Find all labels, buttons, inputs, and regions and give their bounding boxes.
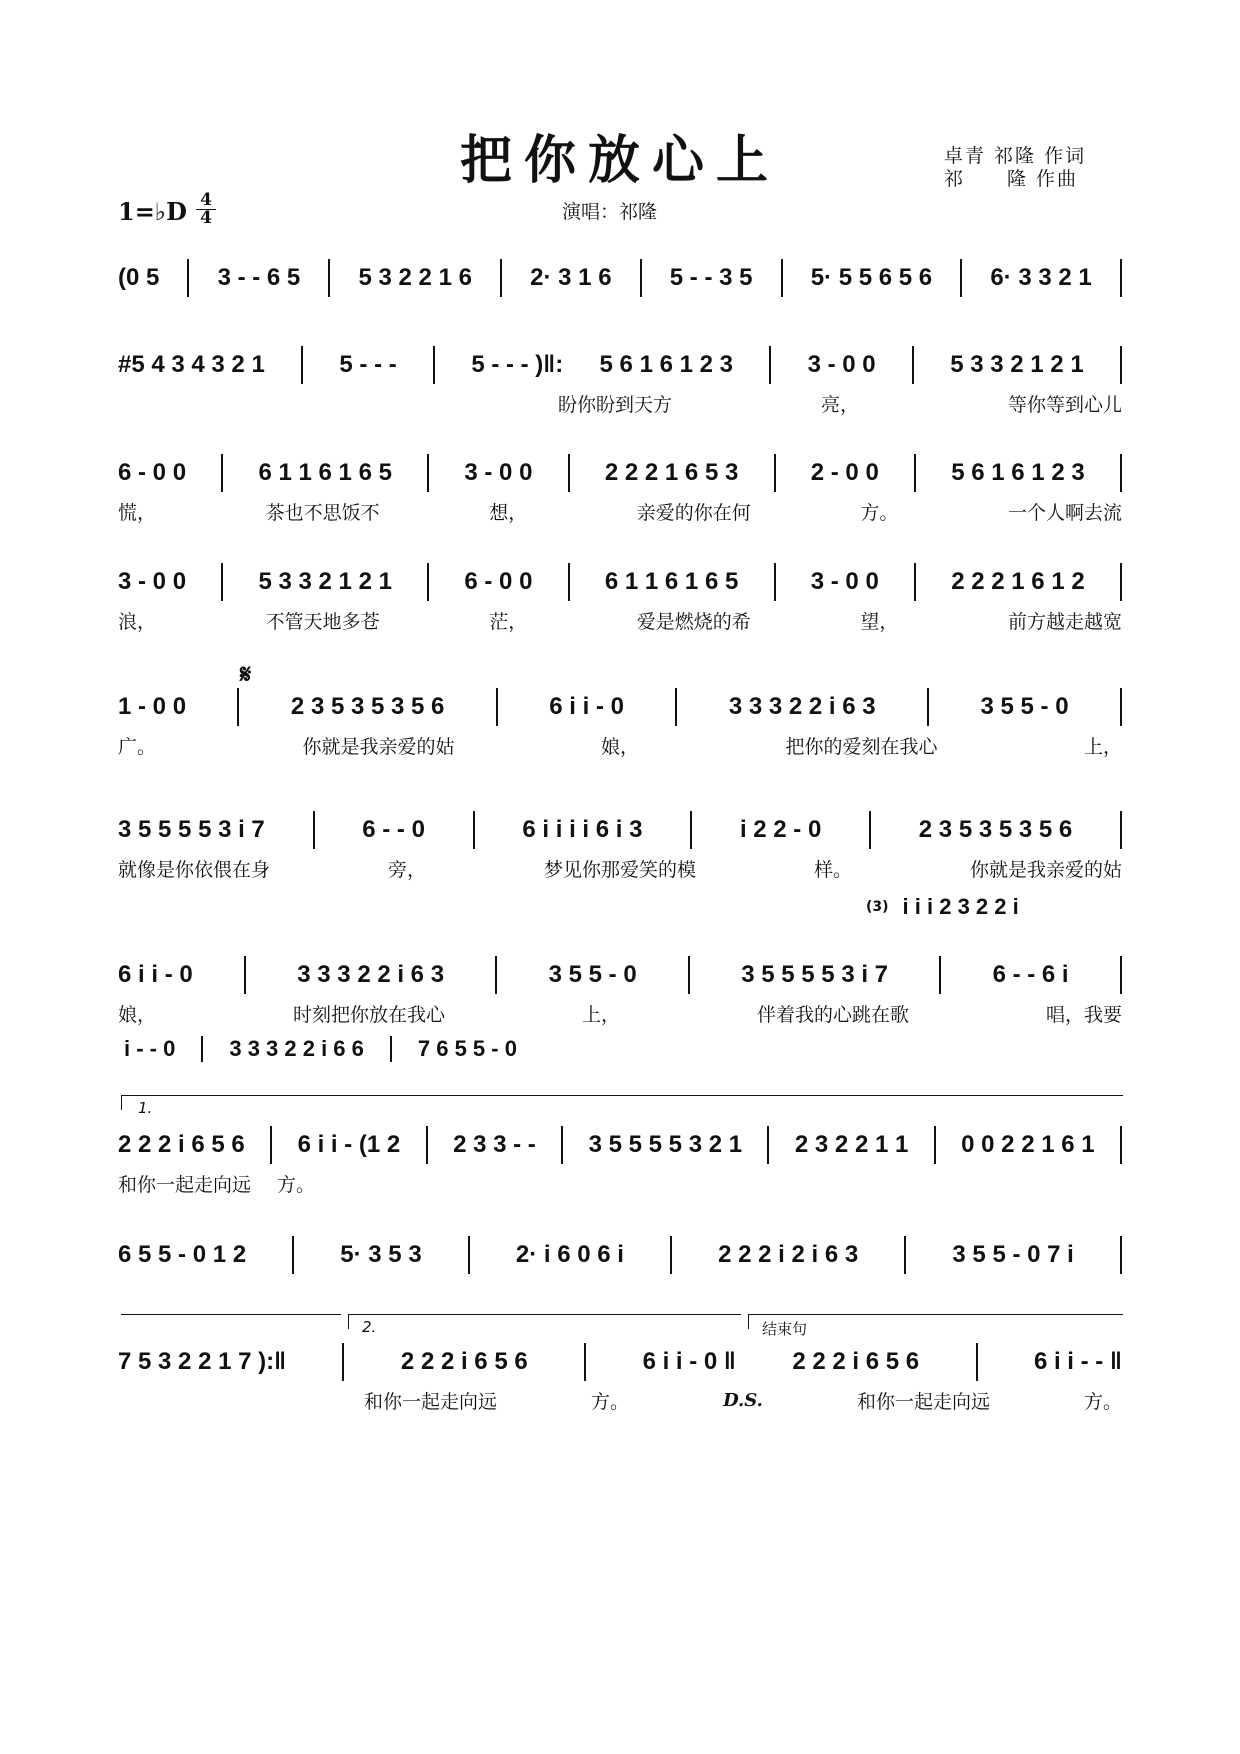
barline — [500, 259, 502, 297]
measure: 2· i 6 0 6 i — [515, 1241, 624, 1268]
measure: 5 6 1 6 1 2 3 — [951, 459, 1085, 486]
score-system-1 — [118, 263, 1122, 293]
time-signature — [196, 192, 216, 227]
barline — [237, 688, 239, 726]
lyric: 茶也不思饭不 — [265, 501, 380, 524]
measure: 5 3 3 2 1 2 1 — [258, 568, 392, 595]
notation-line — [118, 458, 1122, 488]
measure: 6 i i - 0 ‖ — [642, 1348, 736, 1375]
barline — [292, 1236, 294, 1274]
score-system-9 — [118, 1240, 1122, 1270]
measure: 2 - 0 0 — [810, 459, 879, 486]
barline — [187, 259, 189, 297]
measure: 2 3 2 2 1 1 — [794, 1131, 909, 1158]
measure: 6 - 0 0 — [118, 459, 187, 486]
lyric: 方。 — [860, 501, 899, 524]
first-ending-label: 1. — [138, 1099, 153, 1117]
score-system-4 — [118, 567, 1122, 633]
second-ending-label: 2. — [362, 1318, 377, 1336]
barline — [221, 563, 223, 601]
notation-line — [118, 960, 1122, 990]
score-system-2 — [118, 350, 1122, 416]
lyric: 浪， — [118, 610, 157, 633]
notation-line — [118, 815, 1122, 845]
key-signature: 1=♭D — [118, 197, 187, 226]
measure: 5 - - 3 5 — [669, 264, 753, 291]
score-system-8 — [118, 1130, 1122, 1196]
notation-line — [118, 1240, 1122, 1270]
barline — [390, 1036, 392, 1062]
lyric: 广。 — [118, 735, 157, 758]
lyrics-line — [364, 1387, 1122, 1413]
lyric: 前方越走越宽 — [1007, 610, 1122, 633]
barline — [584, 1343, 586, 1381]
measure: 3 5 5 - 0 7 i — [952, 1241, 1074, 1268]
barline — [781, 259, 783, 297]
barline — [1120, 346, 1122, 384]
alternate-measure: i - - 0 — [124, 1036, 176, 1061]
score-system-10 — [118, 1347, 1122, 1413]
barline — [1120, 956, 1122, 994]
measure: 5 3 3 2 1 2 1 — [950, 351, 1084, 378]
measure: (0 5 — [118, 264, 160, 291]
first-ending-bracket — [121, 1095, 1123, 1110]
lyric: 方。 — [591, 1390, 630, 1413]
measure: 5 6 1 6 1 2 3 — [599, 351, 733, 378]
lyrics-line — [118, 1170, 378, 1196]
measure: 2 2 2 i 6 5 6 — [118, 1131, 245, 1158]
lyric: 旁， — [387, 858, 426, 881]
barline — [427, 454, 429, 492]
notation-line — [118, 350, 1122, 380]
barline — [960, 259, 962, 297]
measure: i 2 2 - 0 — [739, 816, 822, 843]
barline — [869, 811, 871, 849]
measure: 6 i i - 0 — [549, 693, 624, 720]
barline — [690, 811, 692, 849]
alternate-notation — [866, 892, 1019, 922]
measure: 3 5 5 - 0 — [548, 961, 637, 988]
measure: 6 1 1 6 1 6 5 — [258, 459, 392, 486]
measure: 6 - - 6 i — [992, 961, 1069, 988]
notation-line — [118, 263, 1122, 293]
barline — [221, 454, 223, 492]
barline — [774, 563, 776, 601]
measure: 3 - 0 0 — [810, 568, 879, 595]
measure: 5· 5 5 6 5 6 — [810, 264, 933, 291]
song-title: 把你放心上 — [459, 130, 780, 191]
barline — [688, 956, 690, 994]
measure: 6 i i - 0 — [118, 961, 193, 988]
barline — [1120, 811, 1122, 849]
lyric: 茫， — [489, 610, 528, 633]
measure: 2 2 2 i 2 i 6 3 — [718, 1241, 859, 1268]
lyric: 亲爱的你在何 — [636, 501, 751, 524]
measure: 3 5 5 5 5 3 2 1 — [588, 1131, 743, 1158]
measure: 3 5 5 5 5 3 i 7 — [118, 816, 265, 843]
lyric: 梦见你那爱笑的模 — [543, 858, 696, 881]
composer-credit: 祁 隆 作曲 — [944, 168, 1079, 190]
barline — [934, 1126, 936, 1164]
lyrics-line — [118, 732, 1122, 758]
alternate-marker: (3) — [866, 899, 889, 915]
score-system-6 — [118, 815, 1122, 919]
lyric: 一个人啊去流 — [1007, 501, 1122, 524]
barline — [244, 956, 246, 994]
alternate-measure: 3 3 3 2 2 i 6 6 — [229, 1036, 364, 1061]
measure: 6 1 1 6 1 6 5 — [604, 568, 739, 595]
lyric: 盼你盼到天方 — [558, 393, 673, 416]
barline — [342, 1343, 344, 1381]
measure: 3 3 3 2 2 i 6 3 — [728, 693, 876, 720]
lyric: 和你一起走向远 — [364, 1390, 498, 1413]
barline — [774, 454, 776, 492]
lyric: 娘， — [118, 1003, 157, 1026]
measure: 6 i i - - ‖ — [1033, 1348, 1122, 1375]
measure: 2 2 2 1 6 1 2 — [951, 568, 1085, 595]
measure: 3 - 0 0 — [807, 351, 876, 378]
measure: 3 - 0 0 — [118, 568, 187, 595]
barline — [912, 346, 914, 384]
notation-line — [118, 567, 1122, 597]
measure: 2 3 5 3 5 3 5 6 — [918, 816, 1073, 843]
barline — [1120, 1236, 1122, 1274]
measure: 3 5 5 5 5 3 i 7 — [741, 961, 889, 988]
measure: 2· 3 1 6 — [530, 264, 612, 291]
barline — [1120, 454, 1122, 492]
measure: 3 - - 6 5 — [217, 264, 301, 291]
segno-sign: 𝄋 — [240, 660, 252, 690]
barline — [568, 454, 570, 492]
lyric: 娘， — [600, 735, 639, 758]
second-ending-bracket — [348, 1314, 741, 1329]
measure: 6 i i - (1 2 — [297, 1131, 401, 1158]
measure: 7 5 3 2 2 1 7 ):‖ — [118, 1348, 287, 1375]
measure: 6 i i i i 6 i 3 — [522, 816, 643, 843]
barline — [473, 811, 475, 849]
barline — [495, 956, 497, 994]
lyric: 方。 — [1083, 1390, 1122, 1413]
lyrics-line — [118, 855, 1122, 881]
measure: 6 5 5 - 0 1 2 — [118, 1241, 247, 1268]
alternate-notation — [124, 1034, 517, 1064]
barline — [568, 563, 570, 601]
barline — [313, 811, 315, 849]
lyricist-credit: 卓青 祁隆 作词 — [944, 145, 1087, 167]
lyric: 等你等到心儿 — [1007, 393, 1122, 416]
alternate-measure: 7 6 5 5 - 0 — [417, 1036, 517, 1061]
time-signature-bottom: 4 — [196, 209, 216, 227]
measure: 2 2 2 i 6 5 6 — [792, 1348, 920, 1375]
lyric: 你就是我亲爱的姑 — [969, 858, 1122, 881]
barline — [1120, 259, 1122, 297]
notation-line — [118, 692, 1122, 722]
lyric: 和你一起走向远 — [118, 1173, 252, 1196]
barline — [496, 688, 498, 726]
measure: 2 2 2 1 6 5 3 — [604, 459, 739, 486]
measure: 2 3 3 - - — [453, 1131, 536, 1158]
lyric: 和你一起走向远 — [856, 1390, 990, 1413]
alternate-measure: i i i 2 3 2 2 i — [902, 894, 1019, 919]
barline — [914, 563, 916, 601]
measure: 2 2 2 i 6 5 6 — [400, 1348, 528, 1375]
barline — [927, 688, 929, 726]
measure: 0 0 2 2 1 6 1 — [961, 1131, 1095, 1158]
barline — [433, 346, 435, 384]
ending-phrase-label: 结束句 — [762, 1320, 808, 1338]
measure: 1 - 0 0 — [118, 693, 187, 720]
barline — [914, 454, 916, 492]
lyric: 你就是我亲爱的姑 — [302, 735, 455, 758]
lyric: 时刻把你放在我心 — [292, 1003, 445, 1026]
barline — [328, 259, 330, 297]
barline — [767, 1126, 769, 1164]
lyrics-line — [118, 498, 1122, 524]
measure: #5 4 3 4 3 2 1 — [118, 351, 265, 378]
notation-line — [118, 1347, 1122, 1377]
lyric: 上， — [1083, 735, 1122, 758]
barline — [769, 346, 771, 384]
score-system-7 — [118, 960, 1122, 1061]
measure: 2 3 5 3 5 3 5 6 — [290, 693, 445, 720]
score-system-5 — [118, 692, 1122, 758]
time-signature-top: 4 — [200, 190, 212, 210]
measure: 3 3 3 2 2 i 6 3 — [297, 961, 445, 988]
barline — [561, 1126, 563, 1164]
lyric: 亮， — [820, 393, 859, 416]
dal-segno-mark: D.S. — [723, 1389, 763, 1411]
lyrics-line — [118, 1000, 1122, 1026]
barline — [426, 1126, 428, 1164]
barline — [1120, 1126, 1122, 1164]
barline — [939, 956, 941, 994]
measure: 5· 3 5 3 — [340, 1241, 422, 1268]
lyric: 不管天地多苍 — [265, 610, 380, 633]
barline — [976, 1343, 978, 1381]
lyrics-line — [118, 607, 1122, 633]
measure: 6 - 0 0 — [464, 568, 533, 595]
barline — [1120, 563, 1122, 601]
score-system-3 — [118, 458, 1122, 524]
measure: 6 - - 0 — [362, 816, 425, 843]
measure: 3 5 5 - 0 — [980, 693, 1069, 720]
lyrics-line — [558, 390, 1122, 416]
lyric: 唱，我要 — [1045, 1003, 1122, 1026]
lyric: 望， — [860, 610, 899, 633]
lyric: 就像是你依偎在身 — [118, 858, 271, 881]
barline — [640, 259, 642, 297]
lyric: 方。 — [277, 1173, 316, 1196]
lyric: 想， — [489, 501, 528, 524]
barline — [904, 1236, 906, 1274]
barline — [270, 1126, 272, 1164]
barline — [675, 688, 677, 726]
measure: 5 - - - — [339, 351, 397, 378]
measure: 5 3 2 2 1 6 — [358, 264, 472, 291]
lyric: 上， — [581, 1003, 620, 1026]
measure: 5 - - - )‖: — [471, 351, 564, 378]
measure: 3 - 0 0 — [464, 459, 533, 486]
first-ending-continuation — [121, 1314, 341, 1329]
lyric: 慌， — [118, 501, 157, 524]
barline — [201, 1036, 203, 1062]
barline — [1120, 688, 1122, 726]
lyric: 把你的爱刻在我心 — [785, 735, 938, 758]
barline — [670, 1236, 672, 1274]
lyric: 样。 — [813, 858, 852, 881]
barline — [468, 1236, 470, 1274]
lyric: 伴着我的心跳在歌 — [756, 1003, 909, 1026]
barline — [427, 563, 429, 601]
lyric: 爱是燃烧的希 — [636, 610, 751, 633]
notation-line — [118, 1130, 1122, 1160]
barline — [301, 346, 303, 384]
singer-credit: 演唱：祁隆 — [562, 201, 658, 223]
measure: 6· 3 3 2 1 — [990, 264, 1092, 291]
